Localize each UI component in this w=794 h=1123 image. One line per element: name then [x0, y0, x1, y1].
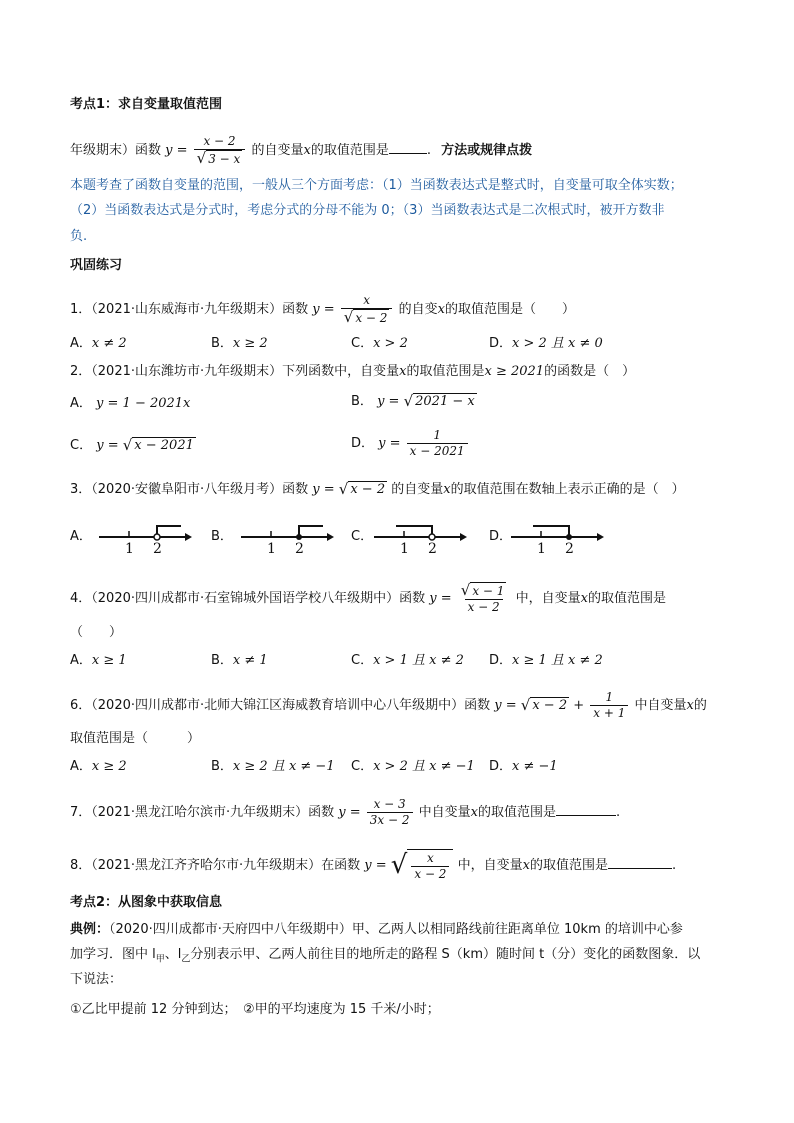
example1-end: .: [426, 143, 431, 158]
q6-plus: +: [573, 698, 585, 713]
option-label: D．: [489, 759, 513, 774]
question-2: [70, 362, 635, 382]
option-value: x ≥ 2 且 x ≠ −1: [232, 759, 335, 774]
option-lhs: y =: [378, 436, 401, 451]
q2-mid: 的取值范围是: [406, 364, 485, 379]
q4-suffix: 的取值范围是: [587, 591, 666, 606]
example2-line-4: ①乙比甲提前 12 分钟到达； ②甲的平均速度为 15 千米/小时；: [70, 1002, 440, 1017]
q8-lhs: y =: [364, 858, 387, 873]
option-label: C．: [351, 653, 374, 668]
q2-option-d[interactable]: [351, 428, 470, 459]
option-fraction: [407, 428, 468, 459]
example2-text-2a: 加学习．图中 l: [70, 947, 156, 962]
option-label: A．: [70, 336, 92, 351]
tick-label-1: 1: [537, 541, 546, 555]
option-label: B．: [351, 394, 373, 409]
example1-suffix: 的取值范围是: [310, 143, 389, 158]
option-value: x > 1 且 x ≠ 2: [373, 653, 464, 668]
q1-option-a[interactable]: [70, 334, 127, 354]
answer-blank[interactable]: [608, 854, 672, 869]
q6-suffix: 的: [693, 698, 707, 713]
q1-var: x: [437, 302, 445, 317]
q3-option-c-label[interactable]: C．: [351, 529, 374, 544]
option-value: x ≥ 1: [91, 653, 127, 668]
q6-option-a[interactable]: [70, 757, 127, 777]
option-value: x ≥ 2: [232, 336, 268, 351]
q4-option-a[interactable]: [70, 651, 127, 671]
tick-label-2: 2: [428, 541, 437, 555]
example2-text-2c: 分别表示甲、乙两人前往目的地所走的路程 S（km）随时间 t（分）变化的函数图象．以: [190, 947, 701, 962]
q2-var: x: [399, 364, 407, 379]
q3-radicand: x − 2: [350, 482, 386, 497]
q4-lhs: y =: [429, 591, 452, 606]
subscript-yi: 乙: [181, 954, 191, 965]
number-line-b[interactable]: [237, 515, 337, 555]
option-value: x ≠ 1: [232, 653, 268, 668]
option-value: x > 2 且 x ≠ 0: [512, 336, 603, 351]
option-label: A．: [70, 396, 92, 411]
option-label: B．: [211, 759, 233, 774]
q8-fraction: [411, 851, 449, 882]
example2-label: 典例：: [70, 922, 110, 937]
example1-fraction: [194, 134, 246, 167]
tick-label-1: 1: [267, 541, 276, 555]
option-value: x ≥ 2: [91, 759, 127, 774]
subscript-jia: 甲: [155, 954, 165, 965]
option-value: y = 1 − 2021x: [96, 396, 191, 411]
option-label: B．: [211, 336, 233, 351]
option-label: C．: [70, 438, 93, 453]
example2-line-2: [70, 945, 700, 970]
q4-option-d[interactable]: [489, 651, 603, 671]
answer-blank[interactable]: [556, 801, 616, 816]
q4-paren: （ ）: [70, 625, 123, 640]
number-line-d[interactable]: [507, 515, 607, 555]
example1-line: [70, 134, 532, 167]
q7-numerator: x − 3: [373, 797, 406, 811]
example1-lhs: y =: [165, 143, 188, 158]
q6-denominator: x + 1: [590, 705, 628, 721]
q1-suffix2: 的取值范围是（ ）: [444, 302, 575, 317]
example2-line-3: 下说法：: [70, 972, 123, 987]
option-label: A．: [70, 653, 92, 668]
q1-radicand: x − 2: [355, 311, 388, 325]
q2-option-b[interactable]: B． y = √ 2021 − x: [351, 392, 475, 410]
option-label: C．: [351, 759, 374, 774]
q3-text: 3．（2020·安徽阜阳市·八年级月考）函数: [70, 482, 309, 497]
option-label: A．: [70, 759, 92, 774]
option-label: B．: [211, 653, 233, 668]
tips-label: 方法或规律点拨: [441, 143, 533, 158]
q6-line2: 取值范围是（ ）: [70, 731, 201, 746]
example1-mid: 的自变量: [251, 143, 304, 158]
q7-suffix: 的取值范围是: [478, 805, 557, 820]
tips-line-2: （2）当函数表达式是分式时，考虑分式的分母不能为 0；（3）当函数表达式是二次根式时，被开方数非: [70, 203, 665, 218]
q8-denominator: x − 2: [411, 866, 449, 882]
option-lhs: y =: [377, 394, 400, 409]
q1-lhs: y =: [312, 302, 335, 317]
option-value: x > 2 且 x ≠ −1: [373, 759, 475, 774]
q6-numerator: 1: [605, 690, 614, 704]
q4-denominator: x − 2: [465, 599, 503, 615]
q1-fraction: [341, 293, 393, 326]
question-3: 3．（2020·安徽阜阳市·八年级月考）函数 y = √ x − 2 的自变量x的取值范围在数轴上表示正确的是（ ）: [70, 480, 685, 498]
q8-mid: 中，自变量: [457, 858, 523, 873]
q4-option-c[interactable]: [351, 651, 464, 671]
tips-line-1: 本题考查了函数自变量的范围，一般从三个方面考虑：（1）当函数表达式是整式时，自变量可取全体实数；: [70, 178, 683, 193]
q3-suffix: 的取值范围在数轴上表示正确的是（ ）: [450, 482, 685, 497]
q3-option-b-label[interactable]: B．: [211, 529, 233, 544]
q4-option-b[interactable]: [211, 651, 268, 671]
q4-var: x: [580, 591, 588, 606]
q3-option-d-label[interactable]: D．: [489, 529, 513, 544]
q2-text: 2．（2021·山东潍坊市·九年级期末）下列函数中，自变量: [70, 364, 400, 379]
example1-denominator: √ 3 − x: [194, 149, 246, 167]
question-6: 6．（2020·四川成都市·北师大锦江区海威教育培训中心八年级期中）函数 y = √ x − 2 + $\frac{1}{x + 1}$ 中自变量x的: [70, 690, 707, 720]
option-label: D．: [489, 336, 513, 351]
q6-radicand: x − 2: [532, 698, 568, 713]
answer-blank[interactable]: [389, 139, 427, 154]
question-4: [70, 582, 666, 615]
q3-var: x: [443, 482, 451, 497]
q7-text: 7．（2021·黑龙江哈尔滨市·九年级期末）函数: [70, 805, 335, 820]
question-8: [70, 849, 676, 882]
option-value: x ≠ −1: [512, 759, 558, 774]
q6-lhs: y =: [494, 698, 517, 713]
q3-option-a-label[interactable]: A．: [70, 529, 92, 544]
option-value: x > 2: [373, 336, 408, 351]
tick-label-1: 1: [400, 541, 409, 555]
example2-text-1: （2020·四川成都市·天府四中八年级期中）甲、乙两人以相同路线前往距离单位 10km 的培训中心参: [109, 922, 683, 937]
q1-option-b[interactable]: [211, 334, 268, 354]
example2-text-2b: 、l: [164, 947, 182, 962]
q1-option-d[interactable]: [489, 334, 603, 354]
example1-radicand: 3 − x: [208, 152, 241, 166]
q8-text: 8．（2021·黑龙江齐齐哈尔市·九年级期末）在函数: [70, 858, 361, 873]
q4-fraction: [458, 582, 510, 615]
q8-numerator: x: [427, 851, 434, 865]
q4-mid: 中，自变量: [515, 591, 581, 606]
option-radicand: 2021 − x: [415, 394, 475, 409]
q6-option-c[interactable]: [351, 757, 475, 777]
question-7: [70, 797, 620, 828]
number-line-a[interactable]: [95, 515, 195, 555]
tick-label-1: 1: [125, 541, 134, 555]
q4-numerator: √ x − 1: [460, 581, 505, 599]
q1-numerator: x: [363, 293, 370, 307]
option-value: x ≠ 2: [91, 336, 127, 351]
q1-denominator: √ x − 2: [341, 308, 393, 326]
number-line-c[interactable]: [370, 515, 470, 555]
q2-cond: x ≥ 2021: [484, 364, 545, 379]
tick-label-2: 2: [565, 541, 574, 555]
option-value: x ≥ 1 且 x ≠ 2: [512, 653, 603, 668]
tips-line-3: 负.: [70, 229, 88, 244]
option-lhs: y =: [96, 438, 119, 453]
q6-option-b[interactable]: [211, 757, 335, 777]
q2-suffix: 的函数是（ ）: [544, 364, 636, 379]
question-1: [70, 293, 575, 326]
q1-text: 1．（2021·山东威海市·九年级期末）函数: [70, 302, 309, 317]
section-title-kaodian2: 考点2：从图象中获取信息: [70, 895, 223, 910]
example2-line-1: [70, 920, 683, 940]
q8-var: x: [522, 858, 530, 873]
q2-option-a[interactable]: [70, 394, 190, 414]
option-numerator: 1: [433, 428, 441, 442]
q7-end: .: [616, 805, 621, 820]
q7-lhs: y =: [338, 805, 361, 820]
q8-end: .: [671, 858, 677, 873]
option-radicand: x − 2021: [134, 438, 194, 453]
q1-option-c[interactable]: [351, 334, 408, 354]
example1-numerator: x − 2: [203, 134, 236, 148]
option-label: D．: [489, 653, 513, 668]
q7-fraction: [367, 797, 413, 828]
q6-option-d[interactable]: [489, 757, 558, 777]
option-denominator: x − 2021: [407, 443, 468, 459]
q1-suffix: 的自变: [398, 302, 438, 317]
q8-radical: √ $\frac{x}{x - 2}$: [391, 849, 454, 882]
option-label: D．: [351, 436, 375, 451]
example1-prefix: 年级期末）函数: [70, 143, 162, 158]
section-title-kaodian1: 考点1：求自变量取值范围: [70, 97, 223, 112]
q7-mid: 中自变量: [418, 805, 471, 820]
practice-title: 巩固练习: [70, 258, 123, 273]
q2-option-c[interactable]: C． y = √ x − 2021: [70, 436, 194, 454]
tick-label-2: 2: [153, 541, 162, 555]
example1-var: x: [303, 143, 311, 158]
tick-label-2: 2: [295, 541, 304, 555]
q7-var: x: [470, 805, 479, 820]
q4-text: 4．（2020·四川成都市·石室锦城外国语学校八年级期中）函数: [70, 591, 426, 606]
q6-fraction: [590, 690, 628, 721]
q4-radicand: x − 1: [472, 584, 505, 598]
q6-text: 6．（2020·四川成都市·北师大锦江区海威教育培训中心八年级期中）函数: [70, 698, 491, 713]
q6-mid: 中自变量: [634, 698, 687, 713]
q8-suffix: 的取值范围是: [529, 858, 608, 873]
q3-lhs: y =: [312, 482, 335, 497]
q3-mid: 的自变量: [391, 482, 444, 497]
option-label: C．: [351, 336, 374, 351]
q7-denominator: 3x − 2: [367, 812, 413, 828]
q6-var: x: [686, 698, 694, 713]
